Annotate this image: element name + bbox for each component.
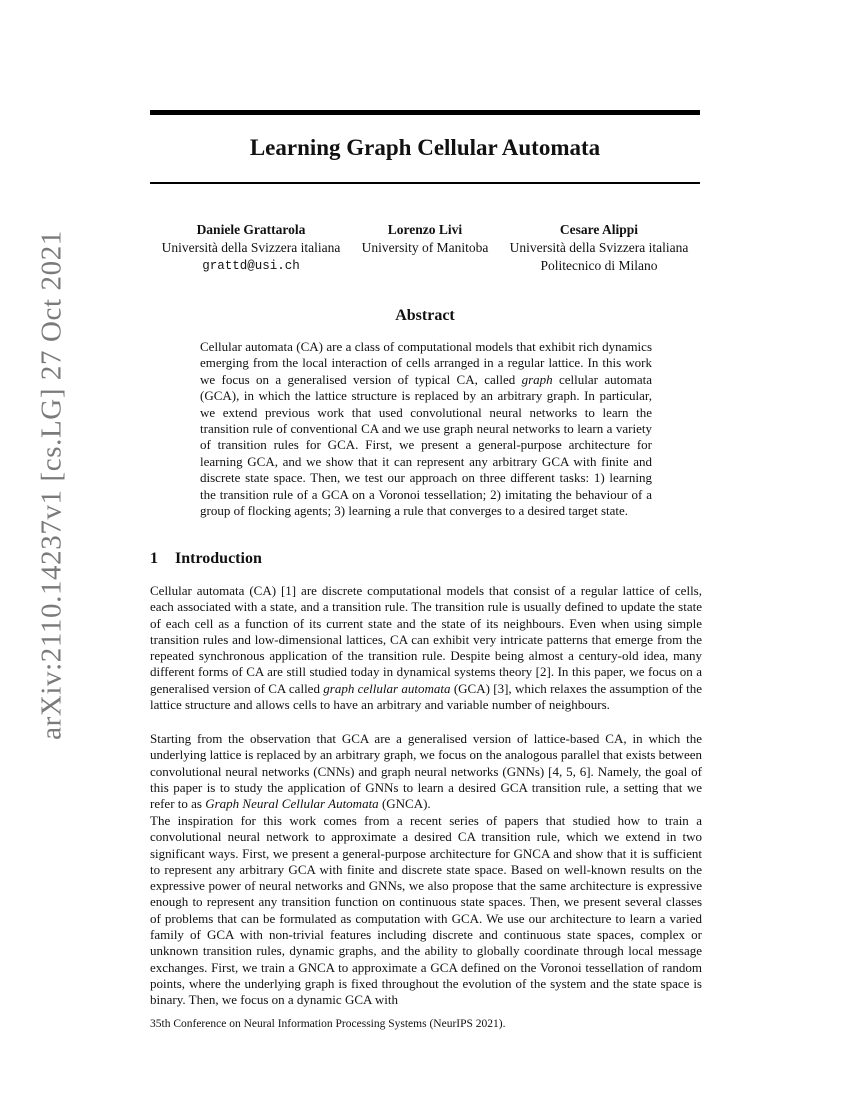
paper-title: Learning Graph Cellular Automata <box>249 135 601 160</box>
title-bottom-rule <box>150 182 700 184</box>
title-top-rule <box>150 110 700 115</box>
section-heading-introduction <box>150 550 262 568</box>
conference-footnote: 35th Conference on Neural Information Processing Systems (NeurIPS 2021). <box>150 1018 506 1030</box>
author-affiliation: Università della Svizzera italiana <box>161 240 341 255</box>
author-name: Daniele Grattarola <box>196 222 306 237</box>
author-name: Lorenzo Livi <box>387 222 463 237</box>
author-block-2 <box>355 221 495 257</box>
intro-paragraph-1: Cellular automata (CA) [1] are discrete computational models that consist of a regular lattice of cells, each associated with a state, and a transition rule. The transition rule is usually defined to update the state of each cell as a function of its current state and the state of its neighbours. Even when using simple transition rules and low-dimensional lattices, CA can exhibit very intricate patterns that emerge from the repeated synchronous application of the transition rule. Despite being almost a century-old idea, many different forms of CA are still studied today in dynamical systems theory [2]. In this paper, we focus on a generalised version of CA called graph cellular automata (GCA) [3], which relaxes the assumption of the lattice structure and allows cells to have an arbitrary and variable number of neighbours. <box>150 583 702 713</box>
intro-paragraph-2: Starting from the observation that GCA are a generalised version of lattice-based CA, in which the underlying lattice is replaced by an arbitrary graph, we focus on the analogous parallel that exists between convolutional neural networks (CNNs) and graph neural networks (GNNs) [4, 5, 6]. Namely, the goal of this paper is to study the application of GNNs to learn a desired GCA transition rule, a setting that we refer to as Graph Neural Cellular Automata (GNCA). <box>150 731 702 812</box>
intro-paragraph-3: The inspiration for this work comes from a recent series of papers that studied how to train a convolutional neural network to approximate a desired CA transition rule, which we extend in two significant ways. First, we present a general-purpose architecture for GNCA and show that it is sufficient to represent any arbitrary GCA with finite and discrete state space. Based on well-known results on the expressive power of neural networks and GNNs, we also propose that the same architecture is expressive enough to represent any transition function on continuous state spaces. Then, we present several classes of problems that can be formulated as computation with GCA. We use our architecture to learn a varied family of GCA with non-trivial features including discrete and continuous state spaces, complex or unknown transition rules, dynamic graphs, and the ability to globally coordinate through local message exchanges. First, we train a GNCA to approximate a GCA defined on the Voronoi tessellation of random points, where the underlying graph is fixed throughout the evolution of the system and the state space is binary. Then, we focus on a dynamic GCA with <box>150 813 702 1008</box>
abstract-body: Cellular automata (CA) are a class of computational models that exhibit rich dynamics emerging from the local interaction of cells arranged in a regular lattice. In this work we focus on a generalised version of typical CA, called graph cellular automata (GCA), in which the lattice structure is replaced by an arbitrary graph. In particular, we extend previous work that used convolutional neural networks to learn the transition rule of conventional CA and we use graph neural networks to learn a variety of transition rules for GCA. First, we present a general-purpose architecture for learning GCA, and we show that it can represent any arbitrary GCA with finite and discrete state space. Then, we test our approach on three different tasks: 1) learning the transition rule of a GCA on a Voronoi tessellation; 2) imitating the behaviour of a group of flocking agents; 3) learning a rule that converges to a desired target state. <box>200 339 652 519</box>
author-block-3 <box>503 221 695 275</box>
section-number: 1 <box>150 550 158 567</box>
section-title: Introduction <box>175 550 262 567</box>
author-affiliation: Università della Svizzera italiana <box>509 240 689 255</box>
author-affiliation: University of Manitoba <box>361 240 489 255</box>
author-block-1 <box>155 221 347 275</box>
author-affiliation: Politecnico di Milano <box>540 258 658 273</box>
author-name: Cesare Alippi <box>559 222 639 237</box>
author-email[interactable]: grattd@usi.ch <box>202 259 300 273</box>
arxiv-identifier-stamp: arXiv:2110.14237v1 [cs.LG] 27 Oct 2021 <box>35 230 68 740</box>
abstract-heading: Abstract <box>395 307 455 324</box>
